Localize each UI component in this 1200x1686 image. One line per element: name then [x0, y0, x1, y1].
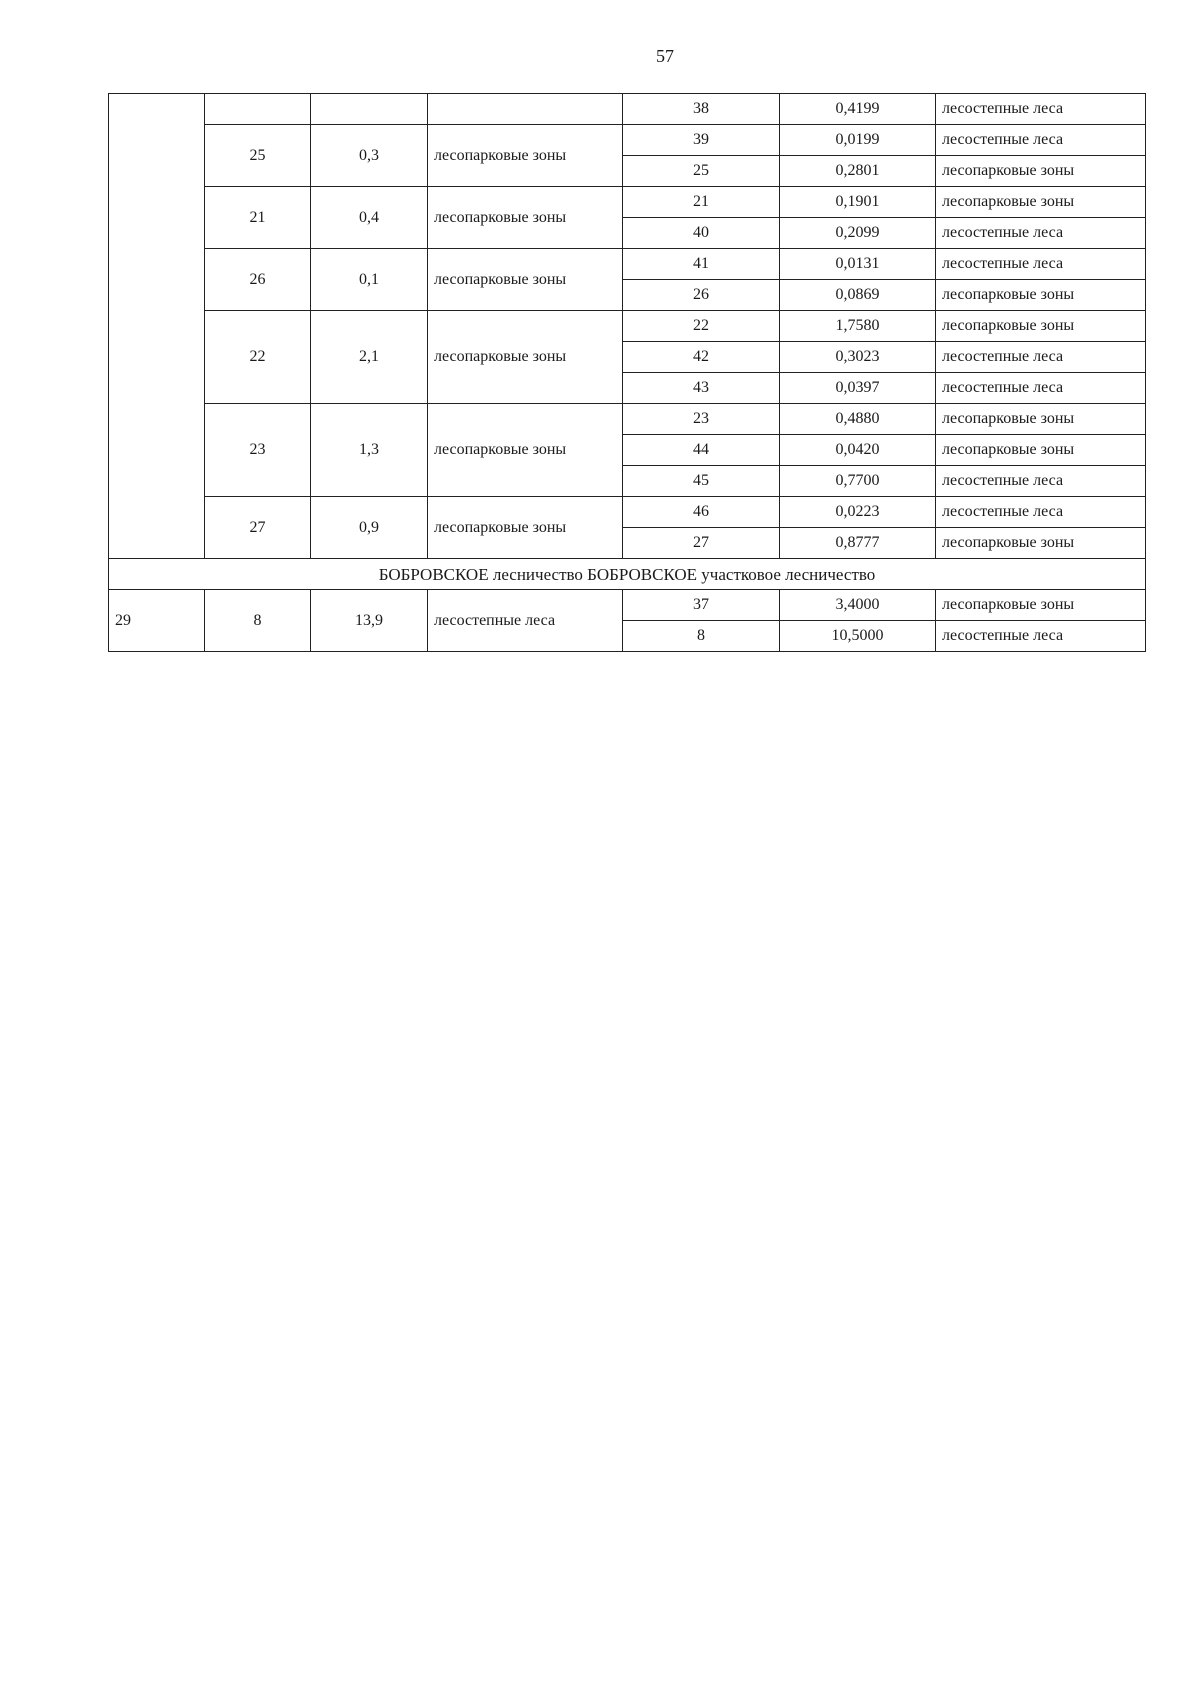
forest-area-table — [108, 93, 1146, 652]
category-cell — [428, 94, 623, 125]
new-category-cell: лесостепные леса — [936, 497, 1146, 528]
category-cell: лесопарковые зоны — [428, 404, 623, 497]
new-area-cell: 0,0397 — [780, 373, 936, 404]
new-quarter-cell: 27 — [623, 528, 780, 559]
table-row — [109, 311, 1146, 342]
new-category-cell: лесостепные леса — [936, 342, 1146, 373]
new-area-cell: 3,4000 — [780, 590, 936, 621]
new-area-cell: 1,7580 — [780, 311, 936, 342]
quarter-cell: 23 — [205, 404, 311, 497]
new-quarter-cell: 21 — [623, 187, 780, 218]
page-number: 57 — [656, 46, 674, 66]
new-area-cell: 0,4880 — [780, 404, 936, 435]
new-quarter-cell: 37 — [623, 590, 780, 621]
quarter-cell: 27 — [205, 497, 311, 559]
table-row — [109, 497, 1146, 528]
table-row — [109, 94, 1146, 125]
new-quarter-cell: 40 — [623, 218, 780, 249]
table-row — [109, 404, 1146, 435]
new-category-cell: лесопарковые зоны — [936, 404, 1146, 435]
new-area-cell: 10,5000 — [780, 621, 936, 652]
new-quarter-cell: 26 — [623, 280, 780, 311]
quarter-cell: 25 — [205, 125, 311, 187]
new-area-cell: 0,0199 — [780, 125, 936, 156]
quarter-cell: 26 — [205, 249, 311, 311]
quarter-cell: 21 — [205, 187, 311, 249]
table-row — [109, 249, 1146, 280]
area-cell: 0,3 — [311, 125, 428, 187]
new-category-cell: лесопарковые зоны — [936, 590, 1146, 621]
new-area-cell: 0,1901 — [780, 187, 936, 218]
new-category-cell: лесостепные леса — [936, 373, 1146, 404]
area-cell — [311, 94, 428, 125]
area-cell: 0,9 — [311, 497, 428, 559]
new-area-cell: 0,0131 — [780, 249, 936, 280]
new-category-cell: лесопарковые зоны — [936, 528, 1146, 559]
new-category-cell: лесопарковые зоны — [936, 187, 1146, 218]
category-cell: лесостепные леса — [428, 590, 623, 652]
category-cell: лесопарковые зоны — [428, 497, 623, 559]
area-cell: 1,3 — [311, 404, 428, 497]
new-quarter-cell: 44 — [623, 435, 780, 466]
new-quarter-cell: 41 — [623, 249, 780, 280]
area-cell: 0,4 — [311, 187, 428, 249]
quarter-cell — [205, 94, 311, 125]
new-area-cell: 0,0420 — [780, 435, 936, 466]
new-area-cell: 0,2099 — [780, 218, 936, 249]
row-number-cell: 29 — [109, 590, 205, 652]
new-quarter-cell: 8 — [623, 621, 780, 652]
new-category-cell: лесостепные леса — [936, 249, 1146, 280]
new-quarter-cell: 25 — [623, 156, 780, 187]
new-quarter-cell: 43 — [623, 373, 780, 404]
table-row — [109, 590, 1146, 621]
new-category-cell: лесостепные леса — [936, 621, 1146, 652]
new-category-cell: лесопарковые зоны — [936, 311, 1146, 342]
new-quarter-cell: 23 — [623, 404, 780, 435]
new-area-cell: 0,7700 — [780, 466, 936, 497]
new-category-cell: лесостепные леса — [936, 94, 1146, 125]
new-area-cell: 0,0223 — [780, 497, 936, 528]
table-body — [109, 94, 1146, 652]
new-category-cell: лесопарковые зоны — [936, 156, 1146, 187]
row-number-cell — [109, 94, 205, 559]
area-cell: 0,1 — [311, 249, 428, 311]
quarter-cell: 22 — [205, 311, 311, 404]
category-cell: лесопарковые зоны — [428, 249, 623, 311]
category-cell: лесопарковые зоны — [428, 311, 623, 404]
category-cell: лесопарковые зоны — [428, 187, 623, 249]
new-quarter-cell: 46 — [623, 497, 780, 528]
table-row — [109, 187, 1146, 218]
area-cell: 2,1 — [311, 311, 428, 404]
area-cell: 13,9 — [311, 590, 428, 652]
new-area-cell: 0,2801 — [780, 156, 936, 187]
new-area-cell: 0,4199 — [780, 94, 936, 125]
new-quarter-cell: 39 — [623, 125, 780, 156]
new-category-cell: лесостепные леса — [936, 218, 1146, 249]
new-quarter-cell: 42 — [623, 342, 780, 373]
quarter-cell: 8 — [205, 590, 311, 652]
section-header: БОБРОВСКОЕ лесничество БОБРОВСКОЕ участковое лесничество — [109, 559, 1146, 590]
new-area-cell: 0,3023 — [780, 342, 936, 373]
new-quarter-cell: 45 — [623, 466, 780, 497]
section-header-row — [109, 559, 1146, 590]
new-area-cell: 0,8777 — [780, 528, 936, 559]
new-quarter-cell: 22 — [623, 311, 780, 342]
category-cell: лесопарковые зоны — [428, 125, 623, 187]
new-category-cell: лесостепные леса — [936, 466, 1146, 497]
new-quarter-cell: 38 — [623, 94, 780, 125]
new-category-cell: лесостепные леса — [936, 125, 1146, 156]
table-row — [109, 125, 1146, 156]
new-area-cell: 0,0869 — [780, 280, 936, 311]
new-category-cell: лесопарковые зоны — [936, 435, 1146, 466]
new-category-cell: лесопарковые зоны — [936, 280, 1146, 311]
